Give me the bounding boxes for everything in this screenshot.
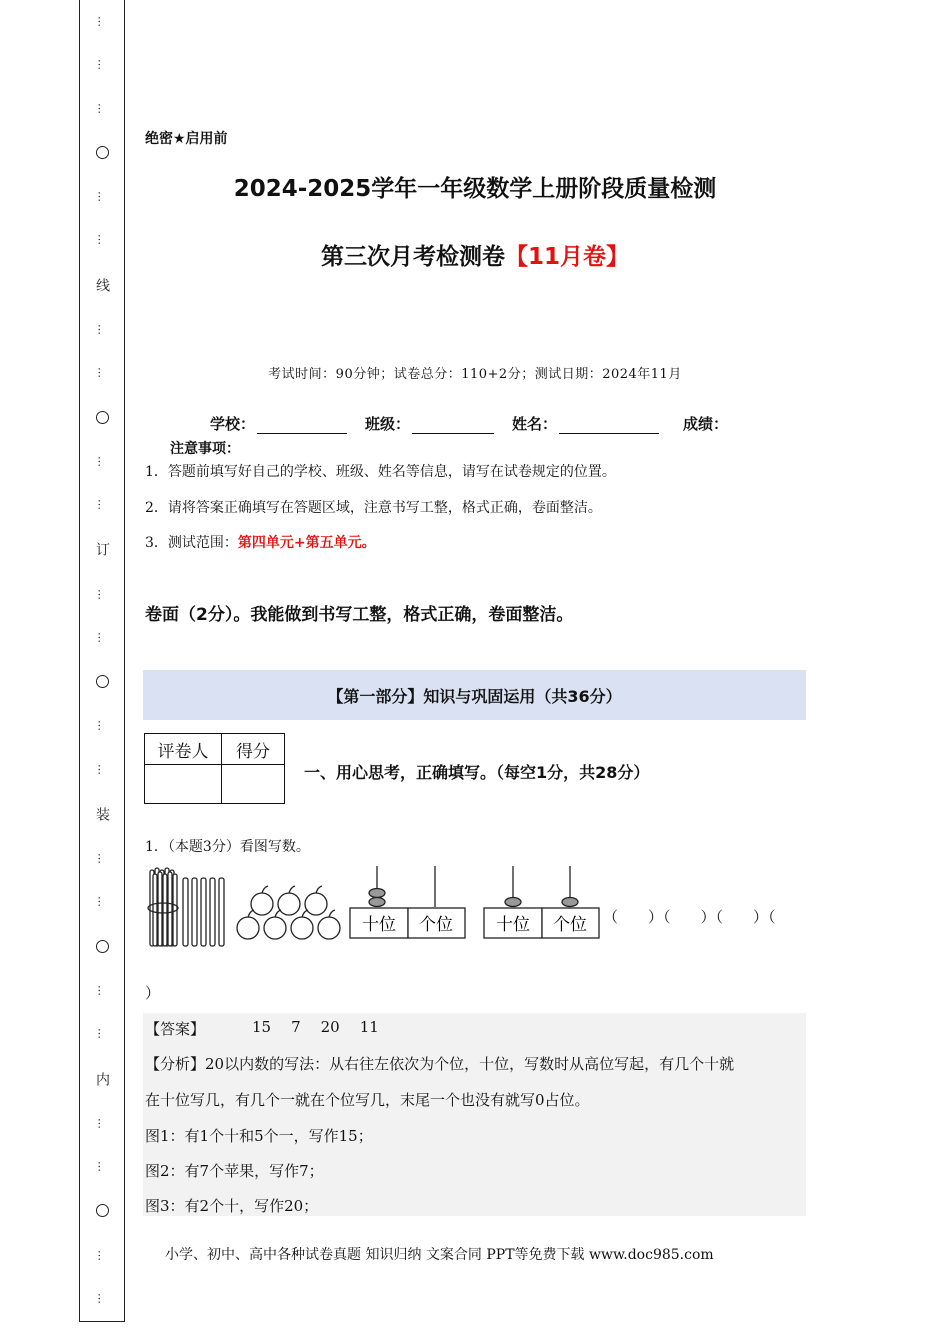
- margin-dots: …: [95, 16, 109, 28]
- exam-title: 2024-2025学年一年级数学上册阶段质量检测: [233, 176, 717, 202]
- class-label: 班级：: [365, 415, 411, 433]
- margin-char-xian: 线: [94, 277, 110, 292]
- question1-answer-blanks[interactable]: （ ）（ ）（ ）（: [603, 908, 776, 926]
- margin-circle: [96, 146, 109, 159]
- score-header: 得分: [222, 734, 285, 765]
- neatness-statement: 卷面（2分）。我能做到书写工整，格式正确，卷面整洁。: [145, 605, 574, 625]
- margin-dots: …: [95, 763, 109, 775]
- abacus1-tens-label: 十位: [362, 915, 396, 935]
- margin-dots: …: [95, 1249, 109, 1261]
- margin-dots: …: [95, 984, 109, 996]
- margin-dots: …: [95, 234, 109, 246]
- margin-dots: …: [95, 720, 109, 732]
- margin-dots: …: [95, 896, 109, 908]
- note-item-3: [145, 532, 376, 552]
- grader-cell[interactable]: [145, 765, 222, 804]
- grader-header: 评卷人: [145, 734, 222, 765]
- margin-dots: …: [95, 1292, 109, 1304]
- margin-dots: …: [95, 1028, 109, 1040]
- stick-bundle-figure: [148, 868, 224, 946]
- part1-banner: [143, 670, 806, 720]
- score-cell[interactable]: [222, 765, 285, 804]
- exam-info: 考试时间：90分钟；试卷总分：110+2分；测试日期：2024年11月: [268, 367, 682, 382]
- margin-dots: …: [95, 191, 109, 203]
- note-item-1: 1．答题前填写好自己的学校、班级、姓名等信息，请写在试卷规定的位置。: [145, 464, 616, 480]
- question1-figures: [145, 862, 603, 950]
- abacus1-ones-label: 个位: [419, 915, 453, 935]
- margin-char-zhuang: 装: [94, 806, 110, 821]
- exam-subtitle: [145, 238, 805, 271]
- name-label: 姓名：: [512, 415, 558, 433]
- margin-dots: …: [95, 455, 109, 467]
- margin-char-ding: 订: [94, 542, 110, 557]
- note-item-2: 2．请将答案正确填写在答题区域，注意书写工整，格式正确，卷面整洁。: [145, 500, 602, 516]
- class-field[interactable]: [412, 417, 494, 434]
- margin-dots: …: [95, 499, 109, 511]
- section1-heading: 一、用心思考，正确填写。（每空1分，共28分）: [304, 763, 650, 782]
- answer-value-1: 15: [252, 1018, 272, 1036]
- margin-dots: …: [95, 588, 109, 600]
- answer-value-2: 7: [291, 1018, 301, 1036]
- answer-value-4: 11: [359, 1018, 379, 1036]
- margin-circle: [96, 940, 109, 953]
- part1-title: 【第一部分】知识与巩固运用（共36分）: [327, 686, 622, 706]
- analysis-fig1: 图1：有1个十和5个一，写作15；: [145, 1127, 373, 1145]
- score-label: 成绩：: [683, 415, 729, 433]
- margin-circle: [96, 675, 109, 688]
- score-table: [144, 733, 285, 804]
- answer-label: 【答案】: [145, 1020, 206, 1038]
- margin-dots: …: [95, 367, 109, 379]
- answer-values: [252, 1018, 399, 1036]
- analysis-fig2: 图2：有7个苹果，写作7；: [145, 1162, 324, 1180]
- binding-margin-strip: [90, 0, 114, 1320]
- exam-subtitle-month: 【11月卷】: [504, 244, 629, 270]
- school-field[interactable]: [257, 417, 347, 434]
- margin-char-nei: 内: [94, 1071, 110, 1086]
- note-item-3-prefix: 3．测试范围：: [145, 535, 238, 551]
- student-info-row: [210, 413, 728, 434]
- name-field[interactable]: [559, 417, 659, 434]
- margin-dots: …: [95, 323, 109, 335]
- analysis-line-2: 在十位写几，有几个一就在个位写几，末尾一个也没有就写0占位。: [145, 1091, 590, 1109]
- answer-analysis-box: [143, 1013, 806, 1216]
- margin-dots: …: [95, 631, 109, 643]
- margin-circle: [96, 411, 109, 424]
- abacus2-tens-label: 十位: [496, 915, 530, 935]
- abacus2-ones-label: 个位: [553, 915, 587, 935]
- margin-dots: …: [95, 853, 109, 865]
- margin-dots: …: [95, 59, 109, 71]
- footer-text: 小学、初中、高中各种试卷真题 知识归纳 文案合同 PPT等免费下载 www.doc985.com: [165, 1247, 714, 1263]
- analysis-fig3: 图3：有2个十，写作20；: [145, 1197, 319, 1215]
- question1-prompt: 1．（本题3分）看图写数。: [145, 839, 310, 855]
- margin-circle: [96, 1204, 109, 1217]
- exam-subtitle-main: 第三次月考检测卷: [320, 244, 505, 270]
- question1-closing-paren: ）: [145, 984, 161, 1002]
- test-scope: 第四单元+第五单元。: [237, 535, 376, 551]
- margin-dots: …: [95, 1161, 109, 1173]
- school-label: 学校：: [210, 415, 256, 433]
- margin-dots: …: [95, 102, 109, 114]
- apples-figure: [237, 886, 340, 939]
- notes-title: 注意事项：: [170, 441, 240, 457]
- secret-label: 绝密★启用前: [145, 131, 228, 147]
- margin-dots: …: [95, 1117, 109, 1129]
- analysis-line-1: 【分析】20以内数的写法：从右往左依次为个位，十位，写数时从高位写起，有几个十就: [145, 1055, 735, 1073]
- answer-value-3: 20: [320, 1018, 340, 1036]
